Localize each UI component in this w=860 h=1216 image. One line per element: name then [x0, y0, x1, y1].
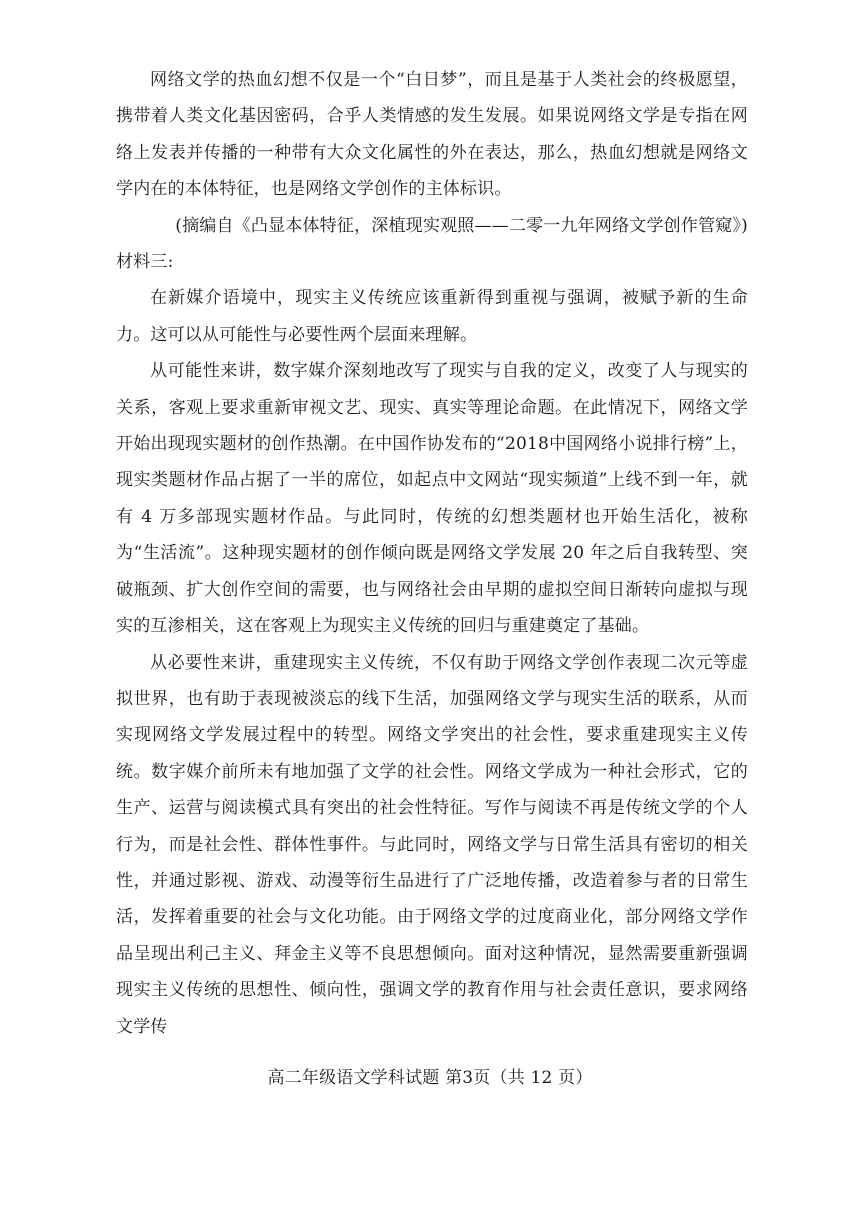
paragraph-new-media: 在新媒介语境中，现实主义传统应该重新得到重视与强调，被赋予新的生命力。这可以从可能性与必要性两个层面来理解。 [116, 288, 748, 345]
page-footer: 高二年级语文学科试题 第3页（共 12 页） [267, 1068, 593, 1088]
document-body [116, 62, 748, 1045]
paragraph-possibility: 从可能性来讲，数字媒介深刻地改写了现实与自我的定义，改变了人与现实的关系，客观上要求重新审视文艺、现实、真实等理论命题。在此情况下，网络文学开始出现现实题材的创作热潮。在中国作协发布的“2018中国网络小说排行榜”上，现实类题材作品占据了一半的席位，如起点中文网站“现实频道”上线不到一年，就有 4 万多部现实题材作品。与此同时，传统的幻想类题材也开始生活化，被称为“生活流”。这种现实题材的创作倾向既是网络文学发展 20 年之后自我转型、突破瓶颈、扩大创作空间的需要，也与网络社会由早期的虚拟空间日渐转向虚拟与现实的互渗相关，这在客观上为现实主义传统的回归与重建奠定了基础。 [116, 361, 748, 637]
source-citation: (摘编自《凸显本体特征，深植现实观照——二零一九年网络文学创作管窥》) [175, 215, 748, 236]
paragraph-fantasy: 网络文学的热血幻想不仅是一个“白日梦”，而且是基于人类社会的终极愿望，携带着人类文化基因密码，合乎人类情感的发生发展。如果说网络文学是专指在网络上发表并传播的一种带有大众文化属性的外在表达，那么，热血幻想就是网络文学内在的本体特征，也是网络文学创作的主体标识。 [116, 70, 748, 200]
section-heading-material-three: 材料三: [116, 252, 174, 273]
paragraph-necessity: 从必要性来讲，重建现实主义传统，不仅有助于网络文学创作表现二次元等虚拟世界，也有助于表现被淡忘的线下生活，加强网络文学与现实生活的联系，从而实现网络文学发展过程中的转型。网络文学突出的社会性，要求重建现实主义传统。数字媒介前所未有地加强了文学的社会性。网络文学成为一种社会形式，它的生产、运营与阅读模式具有突出的社会性特征。写作与阅读不再是传统文学的个人行为，而是社会性、群体性事件。与此同时，网络文学与日常生活具有密切的相关性，并通过影视、游戏、动漫等衍生品进行了广泛地传播，改造着参与者的日常生活，发挥着重要的社会与文化功能。由于网络文学的过度商业化，部分网络文学作品呈现出利己主义、拜金主义等不良思想倾向。面对这种情况，显然需要重新强调现实主义传统的思想性、倾向性，强调文学的教育作用与社会责任意识，要求网络文学传 [116, 652, 748, 1037]
